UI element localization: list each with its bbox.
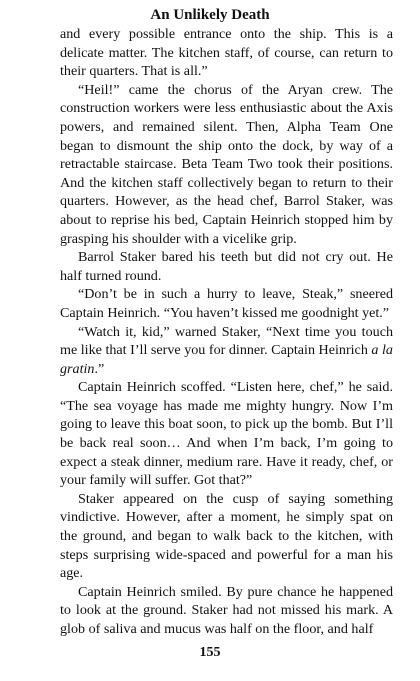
page-number: 155 xyxy=(199,645,221,660)
text-run: .” xyxy=(94,360,105,377)
paragraph xyxy=(60,490,393,583)
paragraph xyxy=(60,285,393,322)
text-run: “Don’t be in such a hurry to leave, Steak,” sneered Captain Heinrich. “You haven’t kissed me goodnight yet.” xyxy=(60,286,393,321)
text-run: “Watch it, kid,” warned Staker, “Next time you touch me like that I’ll serve you for dinner. Captain Heinrich xyxy=(60,323,393,359)
body-text xyxy=(60,25,393,639)
text-run: Captain Heinrich scoffed. “Listen here, chef,” he said. “The sea voyage has made me mighty hungry. Now I’m going to leave this boat soon, to pick up the bomb. But I’ll be back real soon… And when I’m back, I’m going to expect a steak dinner, medium rare. Have it ready, chef, or your family will suffer. Got that?” xyxy=(60,379,393,489)
paragraph xyxy=(60,378,393,490)
italic-text-run: a la gratin xyxy=(60,342,393,377)
text-run: Staker appeared on the cusp of saying something vindictive. However, after a moment, he simply spat on the ground, and began to walk back to the kitchen, with steps surprising wide-spaced and powerful for a man his age. xyxy=(60,490,393,582)
paragraph xyxy=(60,583,393,639)
text-run: Captain Heinrich smiled. By pure chance he happened to look at the ground. Staker had not missed his mark. A glob of saliva and mucus was half on the floor, and half xyxy=(60,583,393,637)
text-run: and every possible entrance onto the ship. This is a delicate matter. The kitchen staff, of course, can return to their quarters. That is all.” xyxy=(60,26,393,80)
paragraph xyxy=(60,248,393,285)
text-run: “Heil!” came the chorus of the Aryan crew. The construction workers were less enthusiastic about the Axis powers, and remained silent. Then, Alpha Team One began to dismount the ship onto the dock, by way of a retractable staircase. Beta Team Two took their positions. And the kitchen staff collectively began to return to their quarters. However, as the head chef, Barrol Staker, was about to reprise his bed, Captain Heinrich stopped him by grasping his shoulder with a vicelike grip. xyxy=(60,81,393,247)
paragraph xyxy=(60,81,393,248)
paragraph xyxy=(60,323,393,379)
text-run: Barrol Staker bared his teeth but did not cry out. He half turned round. xyxy=(60,249,393,284)
running-head: An Unlikely Death xyxy=(150,7,270,23)
paragraph xyxy=(60,25,393,81)
